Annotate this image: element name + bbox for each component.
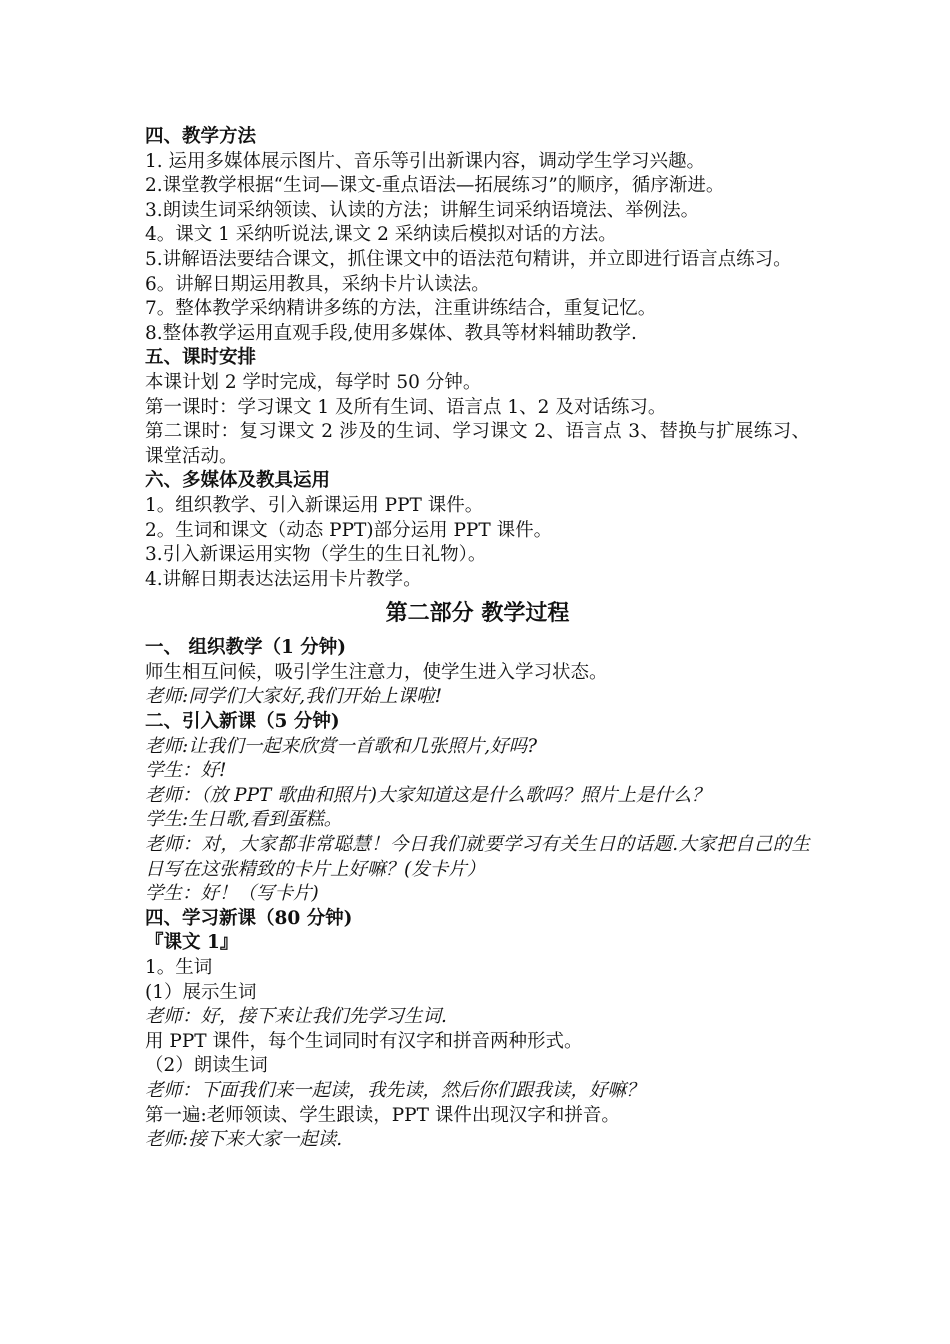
section-heading-teaching-methods: 四、教学方法 [145,126,257,147]
part-title: 第二部分 教学过程 [385,600,570,627]
method-item-4: 4。课文 1 采纳听说法,课文 2 采纳读后模拟对话的方法。 [145,224,617,246]
read-vocab-heading: （2）朗读生词 [145,1055,268,1077]
media-item-3: 3.引入新课运用实物（学生的生日礼物）。 [145,544,487,566]
media-item-1: 1。组织教学、引入新课运用 PPT 课件。 [145,494,484,516]
dialog-line-1: 老师:让我们一起来欣赏一首歌和几张照片,好吗? [145,735,538,757]
heading-new-lesson: 四、学习新课（80 分钟) [145,907,353,929]
dialog-line-5: 老师：对，大家都非常聪慧！今日我们就要学习有关生日的话题.大家把自己的生日写在这张精致的卡片上好嘛？(发卡片） [145,834,810,880]
method-item-2: 2.课堂教学根据“生词—课文-重点语法—拓展练习”的顺序，循序渐进。 [145,175,725,197]
read-vocab-dialog-2: 老师:接下来大家一起读. [145,1129,343,1151]
schedule-item-3: 第二课时：复习课文 2 涉及的生词、学习课文 2、语言点 3、替换与扩展练习、课堂活动。 [145,421,810,467]
dialog-line-2: 学生：好! [145,760,227,782]
schedule-item-2: 第一课时：学习课文 1 及所有生词、语言点 1、2 及对话练习。 [145,396,667,418]
show-vocab-text: 用 PPT 课件，每个生词同时有汉字和拼音两种形式。 [145,1030,583,1052]
heading-organize-class: 一、 组织教学（1 分钟) [145,637,347,659]
lesson-label: 『课文 1』 [145,932,239,954]
method-item-7: 7。整体教学采纳精讲多练的方法，注重讲练结合，重复记忆。 [145,298,657,320]
section-heading-media: 六、多媒体及教具运用 [145,470,331,492]
method-item-1: 1. 运用多媒体展示图片、音乐等引出新课内容，调动学生学习兴趣。 [145,150,706,172]
method-item-3: 3.朗读生词采纳领读、认读的方法；讲解生词采纳语境法、举例法。 [145,199,700,221]
teacher-greeting: 老师:同学们大家好,我们开始上课啦! [145,686,443,708]
method-item-6: 6。讲解日期运用教具，采纳卡片认读法。 [145,273,490,295]
method-item-8: 8.整体教学运用直观手段,使用多媒体、教具等材料辅助教学. [145,322,637,344]
schedule-item-1: 本课计划 2 学时完成，每学时 50 分钟。 [145,371,482,393]
read-vocab-dialog: 老师：下面我们来一起读，我先读，然后你们跟我读，好嘛？ [145,1079,645,1101]
vocab-heading: 1。生词 [145,957,213,978]
dialog-line-3: 老师：（放 PPT 歌曲和照片)大家知道这是什么歌吗？照片上是什么？ [145,784,710,806]
read-vocab-text: 第一遍:老师领读、学生跟读，PPT 课件出现汉字和拼音。 [145,1104,620,1126]
dialog-line-6: 学生：好！（写卡片) [145,883,319,905]
media-item-2: 2。生词和课文（动态 PPT)部分运用 PPT 课件。 [145,519,553,541]
method-item-5: 5.讲解语法要结合课文，抓住课文中的语法范句精讲，并立即进行语言点练习。 [145,248,792,270]
media-item-4: 4.讲解日期表达法运用卡片教学。 [145,568,422,590]
organize-class-text: 师生相互问候，吸引学生注意力，使学生进入学习状态。 [145,661,608,683]
show-vocab-heading: (1）展示生词 [145,981,257,1003]
heading-introduce-lesson: 二、引入新课（5 分钟) [145,711,340,733]
section-heading-schedule: 五、课时安排 [145,347,257,369]
document-body [145,125,810,1153]
show-vocab-dialog: 老师：好，接下来让我们先学习生词. [145,1006,447,1028]
dialog-line-4: 学生:生日歌,看到蛋糕。 [145,809,343,831]
